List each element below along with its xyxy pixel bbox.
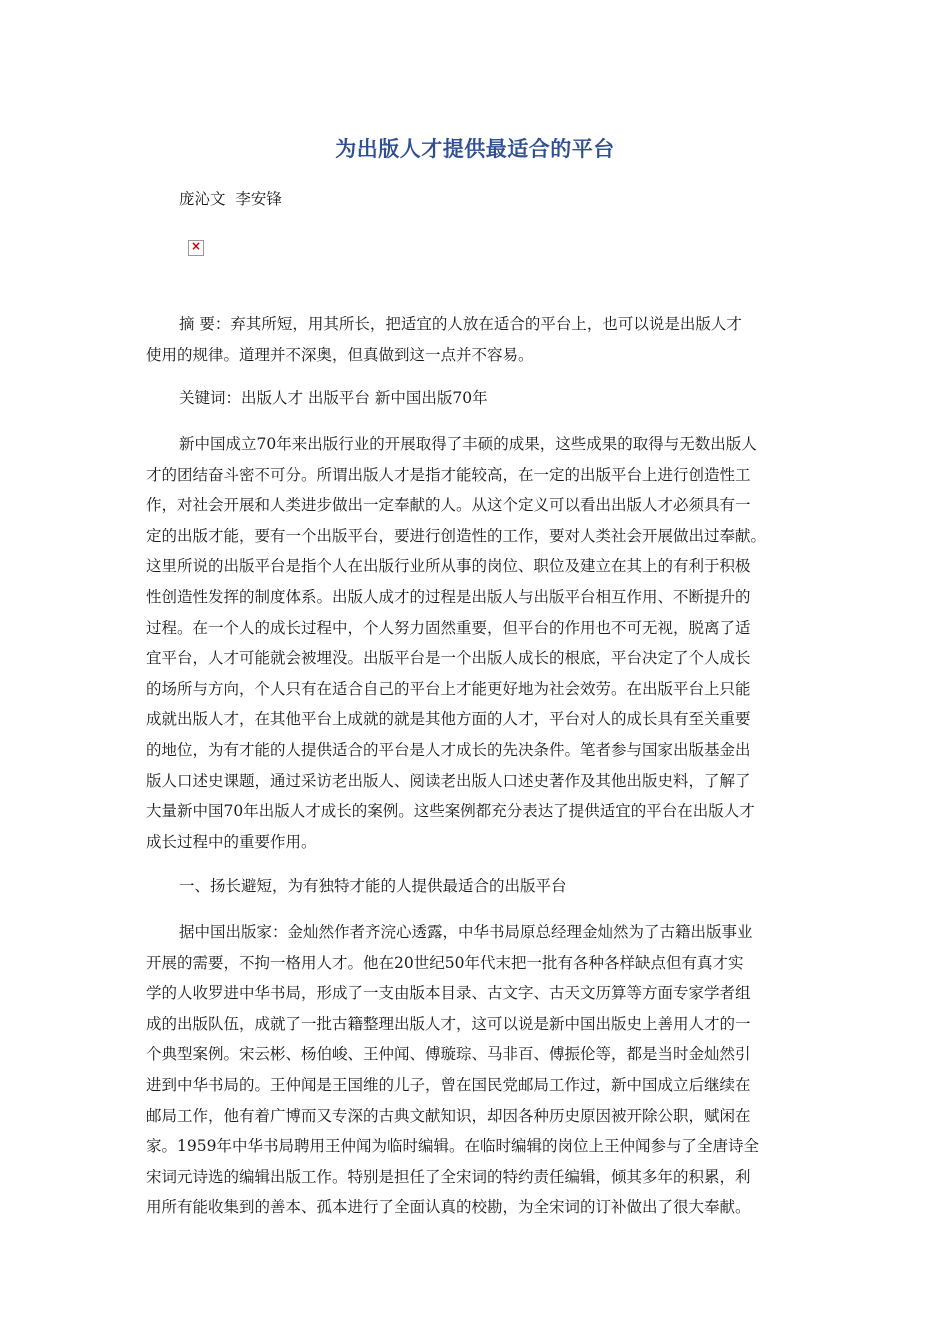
broken-image-mark: ×	[190, 239, 202, 253]
body-line: 这里所说的出版平台是指个人在出版行业所从事的岗位、职位及建立在其上的有利于积极	[146, 557, 751, 576]
body-line: 据中国出版家：金灿然作者齐浣心透露，中华书局原总经理金灿然为了古籍出版事业	[179, 923, 753, 941]
keywords-paragraph	[146, 383, 806, 414]
body-line: 用所有能收集到的善本、孤本进行了全面认真的校勘，为全宋词的订补做出了很大奉献。	[146, 1198, 751, 1217]
body-line: 开展的需要，不拘一格用人才。他在20世纪50年代末把一批有各种各样缺点但有真才实	[146, 953, 744, 972]
body-line: 性创造性发挥的制度体系。出版人成才的过程是出版人与出版平台相互作用、不断提升的	[146, 587, 751, 606]
article-title: 为出版人才提供最适合的平台	[335, 137, 615, 161]
abstract-line: 使用的规律。道理并不深奥，但真做到这一点并不容易。	[146, 345, 534, 364]
section-heading	[146, 871, 806, 902]
body-line: 宜平台，人才可能就会被埋没。出版平台是一个出版人成长的根底，平台决定了个人成长	[146, 649, 751, 668]
keywords-line: 关键词：出版人才 出版平台 新中国出版70年	[179, 389, 488, 407]
section-heading-text: 一、扬长避短，为有独特才能的人提供最适合的出版平台	[179, 877, 567, 895]
body-line: 家。1959年中华书局聘用王仲闻为临时编辑。在临时编辑的岗位上王仲闻参与了全唐诗全	[146, 1137, 759, 1156]
body-line: 过程。在一个人的成长过程中，个人努力固然重要，但平台的作用也不可无视，脱离了适	[146, 618, 751, 637]
body-line: 才的团结奋斗密不可分。所谓出版人才是指才能较高，在一定的出版平台上进行创造性工	[146, 465, 751, 484]
body-line: 成长过程中的重要作用。	[146, 832, 317, 851]
body-line: 成的出版队伍，成就了一批古籍整理出版人才，这可以说是新中国出版史上善用人才的一	[146, 1014, 751, 1033]
article-authors: 庞沁文 李安锋	[179, 190, 282, 208]
body-line: 大量新中国70年出版人才成长的案例。这些案例都充分表达了提供适宜的平台在出版人才	[146, 802, 755, 821]
body-line: 进到中华书局的。王仲闻是王国维的儿子，曾在国民党邮局工作过，新中国成立后继续在	[146, 1075, 751, 1094]
body-line: 的场所与方向，个人只有在适合自己的平台上才能更好地为社会效劳。在出版平台上只能	[146, 679, 751, 698]
body-line: 个典型案例。宋云彬、杨伯峻、王仲闻、傅璇琮、马非百、傅振伦等，都是当时金灿然引	[146, 1045, 751, 1064]
body-line: 新中国成立70年来出版行业的开展取得了丰硕的成果，这些成果的取得与无数出版人	[179, 435, 757, 453]
body-line: 定的出版才能，要有一个出版平台，要进行创造性的工作，要对人类社会开展做出过奉献。	[146, 526, 767, 545]
intro-paragraph	[146, 429, 806, 857]
body-line: 成就出版人才，在其他平台上成就的就是其他方面的人才，平台对人的成长具有至关重要	[146, 710, 751, 729]
body-line: 宋词元诗选的编辑出版工作。特别是担任了全宋词的特约责任编辑，倾其多年的积累，利	[146, 1167, 751, 1186]
abstract-paragraph	[146, 309, 806, 370]
body-line: 邮局工作，他有着广博而又专深的古典文献知识，却因各种历史原因被开除公职，赋闲在	[146, 1106, 751, 1125]
body-line: 的地位，为有才能的人提供适合的平台是人才成长的先决条件。笔者参与国家出版基金出	[146, 740, 751, 759]
section-paragraph	[146, 917, 806, 1223]
body-line: 版人口述史课题，通过采访老出版人、阅读老出版人口述史著作及其他出版史料，了解了	[146, 771, 751, 790]
abstract-line: 摘 要：弃其所短，用其所长，把适宜的人放在适合的平台上，也可以说是出版人才	[179, 315, 742, 333]
body-line: 学的人收罗进中华书局，形成了一支由版本目录、古文字、古天文历算等方面专家学者组	[146, 984, 751, 1003]
broken-image-icon	[188, 240, 204, 256]
body-line: 作，对社会开展和人类进步做出一定奉献的人。从这个定义可以看出出版人才必须具有一	[146, 496, 751, 515]
